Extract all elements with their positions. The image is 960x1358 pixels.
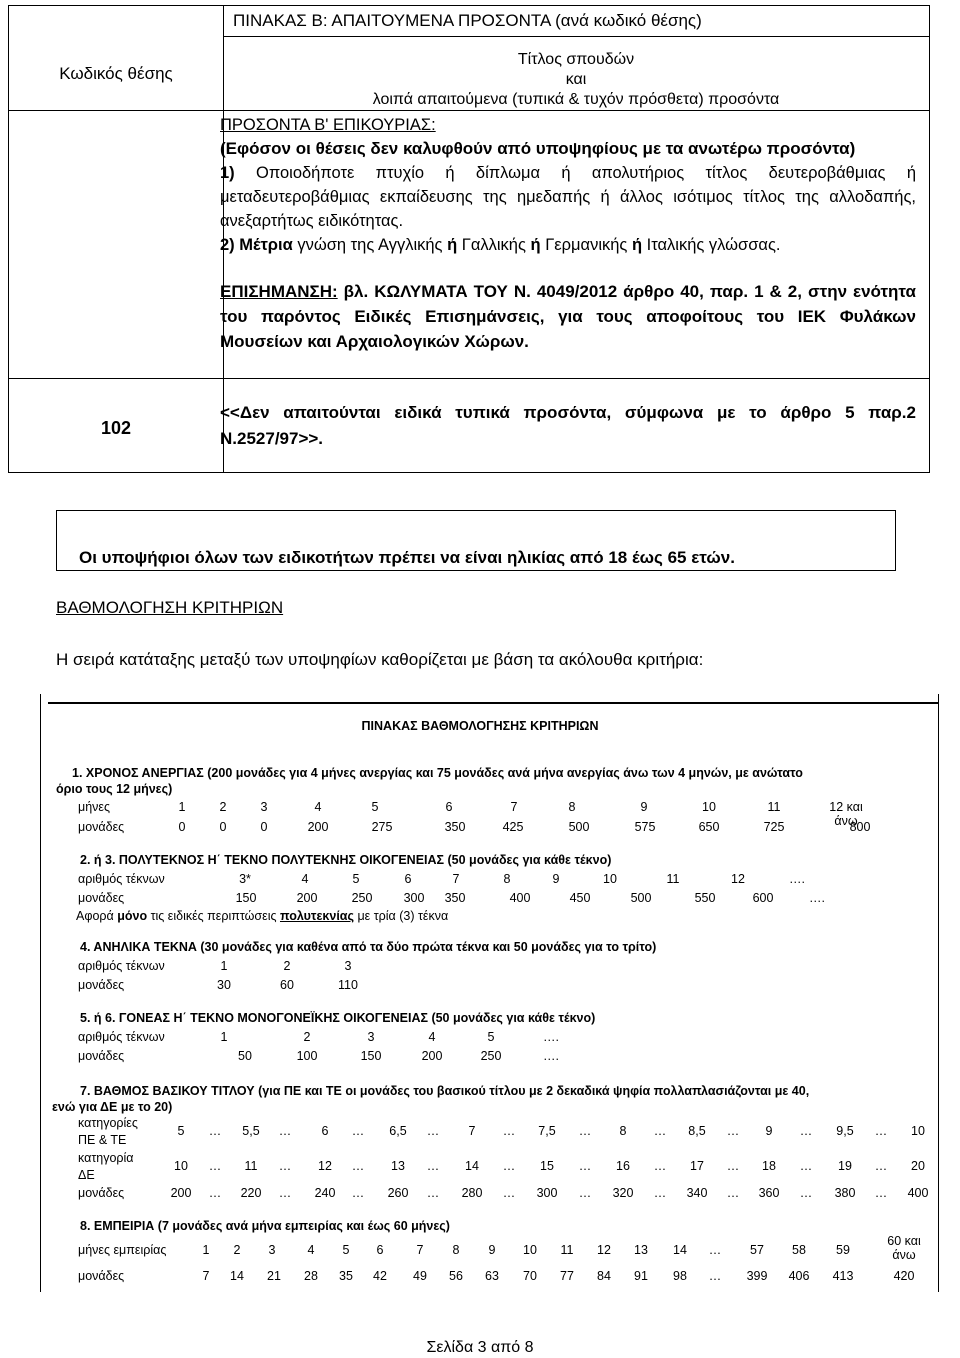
- table-cell: 1: [178, 800, 186, 814]
- table-cell: …: [351, 1159, 365, 1173]
- table-cell: 275: [371, 820, 393, 834]
- table-cell: …: [874, 1186, 888, 1200]
- table-cell: 800: [849, 820, 871, 834]
- table-cell: 5: [352, 872, 360, 886]
- criteria-border: [938, 694, 939, 1292]
- qualification-item-1: 1) Οποιοδήποτε πτυχίο ή δίπλωμα ή απολυτήριος τίτλος δευτεροβάθμιας ή μεταδευτεροβάθμιας εκπαίδευσης της ημεδαπής ή άλλος ισότιμος τίτλος της αλλοδαπής, ανεξαρτήτως ειδικότητας.: [220, 164, 916, 230]
- position-code: 102: [100, 418, 132, 438]
- table-cell: 7: [510, 800, 518, 814]
- row-label: μονάδες: [78, 891, 125, 905]
- table-cell: …: [208, 1186, 222, 1200]
- table-cell: 8: [503, 872, 511, 886]
- table-cell: 12: [731, 872, 745, 886]
- grading-heading: ΒΑΘΜΟΛΟΓΗΣΗ ΚΡΙΤΗΡΙΩΝ: [56, 598, 284, 617]
- table-cell: …: [278, 1186, 292, 1200]
- table-cell: 380: [834, 1186, 856, 1200]
- table-cell: …: [874, 1159, 888, 1173]
- table-cell: 150: [235, 891, 257, 905]
- table-cell: …: [874, 1124, 888, 1138]
- table-cell: 8: [568, 800, 576, 814]
- table-cell: …: [799, 1159, 813, 1173]
- table-cell: 6: [321, 1124, 329, 1138]
- row-label: μονάδες: [78, 1049, 125, 1063]
- table-cell: 3*: [239, 872, 251, 886]
- table-cell: 42: [373, 1269, 387, 1283]
- table-cell: 0: [260, 820, 268, 834]
- table-cell: 49: [413, 1269, 427, 1283]
- table-cell: 1: [202, 1243, 210, 1257]
- table-cell: 260: [387, 1186, 409, 1200]
- table-cell: 250: [351, 891, 373, 905]
- table-cell: 1: [220, 1030, 228, 1044]
- row-label: μήνες: [78, 800, 111, 814]
- table-cell: 340: [686, 1186, 708, 1200]
- table-cell: 28: [304, 1269, 318, 1283]
- table-cell: 200: [296, 891, 318, 905]
- table-cell: 5: [177, 1124, 185, 1138]
- table-cell: 150: [360, 1049, 382, 1063]
- table-cell: …: [502, 1159, 516, 1173]
- table-cell: ….: [543, 1049, 559, 1063]
- table-cell: …: [502, 1124, 516, 1138]
- table-cell: 4: [301, 872, 309, 886]
- table-cell: 58: [792, 1243, 806, 1257]
- table-cell: 450: [569, 891, 591, 905]
- table-cell: 2: [233, 1243, 241, 1257]
- criterion-7-title: 7. ΒΑΘΜΟΣ ΒΑΣΙΚΟΥ ΤΙΤΛΟΥ (για ΠΕ και ΤΕ οι μονάδες του βασικού τίτλου με 2 δεκαδικά ψηφία πολλαπλασιάζονται με 40,: [80, 1084, 810, 1098]
- criterion-7-title-cont: ενώ για ΔΕ με το 20): [52, 1100, 173, 1114]
- column-header-description: Τίτλος σπουδών και λοιπά απαιτούμενα (τυπικά & τυχόν πρόσθετα) προσόντα: [372, 51, 780, 108]
- table-cell: …: [426, 1159, 440, 1173]
- criteria-border: [40, 694, 41, 1292]
- table-cell: …: [208, 1124, 222, 1138]
- table-cell: 14: [230, 1269, 244, 1283]
- grading-intro: Η σειρά κατάταξης μεταξύ των υποψηφίων καθορίζεται με βάση τα ακόλουθα κριτήρια:: [56, 650, 704, 669]
- table-cell: 1: [220, 959, 228, 973]
- table-cell: 250: [480, 1049, 502, 1063]
- table-cell: 3: [260, 800, 268, 814]
- table-cell: 280: [461, 1186, 483, 1200]
- table-cell: 50: [238, 1049, 252, 1063]
- table-cell: …: [208, 1159, 222, 1173]
- table-cell: …: [578, 1186, 592, 1200]
- table-cell: 360: [758, 1186, 780, 1200]
- section-subtitle: (Εφόσον οι θέσεις δεν καλυφθούν από υποψηφίους με τα ανωτέρω προσόντα): [220, 139, 856, 158]
- table-cell: 20: [911, 1159, 925, 1173]
- row-label: ΔΕ: [78, 1168, 95, 1182]
- table-cell: 18: [762, 1159, 776, 1173]
- age-note: Οι υποψήφιοι όλων των ειδικοτήτων πρέπει να είναι ηλικίας από 18 έως 65 ετών.: [79, 548, 735, 567]
- table-cell: 9: [552, 872, 560, 886]
- table-cell: 400: [509, 891, 531, 905]
- row-label: μονάδες: [78, 820, 125, 834]
- table-cell: 300: [403, 891, 425, 905]
- table-cell: 19: [838, 1159, 852, 1173]
- table-cell: 500: [630, 891, 652, 905]
- table-cell: …: [708, 1269, 722, 1283]
- table-cell: 3: [367, 1030, 375, 1044]
- table-cell: 0: [178, 820, 186, 834]
- table-cell: 15: [540, 1159, 554, 1173]
- table-cell: …: [578, 1159, 592, 1173]
- table-cell: 59: [836, 1243, 850, 1257]
- table-cell: 200: [170, 1186, 192, 1200]
- table-cell: …: [726, 1159, 740, 1173]
- row-label: μήνες εμπειρίας: [78, 1243, 167, 1257]
- table-cell: …: [502, 1186, 516, 1200]
- table-cell: 413: [832, 1269, 854, 1283]
- table-cell: 60 και άνω: [887, 1234, 921, 1262]
- criterion-5-title: 5. ή 6. ΓΟΝΕΑΣ Η΄ ΤΕΚΝΟ ΜΟΝΟΓΟΝΕΪΚΗΣ ΟΙΚΟΓΕΝΕΙΑΣ (50 μονάδες για κάθε τέκνο): [80, 1011, 596, 1025]
- table-cell: 5: [371, 800, 379, 814]
- table-cell: 0: [219, 820, 227, 834]
- row-label: αριθμός τέκνων: [78, 959, 165, 973]
- table-cell: 17: [690, 1159, 704, 1173]
- section-title: ΠΡΟΣΟΝΤΑ Β' ΕΠΙΚΟΥΡΙΑΣ:: [220, 116, 436, 134]
- row-label: αριθμός τέκνων: [78, 1030, 165, 1044]
- table-cell: ….: [809, 891, 825, 905]
- table-cell: 3: [344, 959, 352, 973]
- table-cell: 9,5: [836, 1124, 854, 1138]
- table-cell: …: [426, 1186, 440, 1200]
- table-cell: 399: [746, 1269, 768, 1283]
- table-cell: ….: [789, 872, 805, 886]
- table-cell: …: [351, 1124, 365, 1138]
- row-label: αριθμός τέκνων: [78, 872, 165, 886]
- table-cell: 6,5: [389, 1124, 407, 1138]
- table-cell: 16: [616, 1159, 630, 1173]
- criterion-1-title: 1. ΧΡΟΝΟΣ ΑΝΕΡΓΙΑΣ (200 μονάδες για 4 μήνες ανεργίας και 75 μονάδες ανά μήνα ανεργίας άνω των 4 μηνών, με ανώτατο: [72, 766, 803, 780]
- table-cell: 600: [752, 891, 774, 905]
- table-cell: …: [799, 1186, 813, 1200]
- table-cell: 300: [536, 1186, 558, 1200]
- table-cell: …: [653, 1159, 667, 1173]
- table-cell: 725: [763, 820, 785, 834]
- criterion-2-note: Αφορά μόνο τις ειδικές περιπτώσεις πολυτεκνίας με τρία (3) τέκνα: [76, 909, 449, 923]
- criterion-8-title: 8. ΕΜΠΕΙΡΙΑ (7 μονάδες ανά μήνα εμπειρίας και έως 60 μήνες): [80, 1219, 450, 1233]
- table-cell: 350: [444, 820, 466, 834]
- table-cell: 200: [307, 820, 329, 834]
- table-cell: 406: [788, 1269, 810, 1283]
- table-cell: 12: [597, 1243, 611, 1257]
- table-cell: 240: [314, 1186, 336, 1200]
- table-cell: 12: [318, 1159, 332, 1173]
- table-cell: 5,5: [242, 1124, 260, 1138]
- table-cell: 425: [502, 820, 524, 834]
- table-cell: 10: [911, 1124, 925, 1138]
- table-cell: 420: [893, 1269, 915, 1283]
- table-cell: 500: [568, 820, 590, 834]
- table-cell: 2: [303, 1030, 311, 1044]
- row-label: μονάδες: [78, 1186, 125, 1200]
- table-cell: 7,5: [538, 1124, 556, 1138]
- table-cell: 10: [174, 1159, 188, 1173]
- criterion-4-title: 4. ΑΝΗΛΙΚΑ ΤΕΚΝΑ (30 μονάδες για καθένα από τα δύο πρώτα τέκνα και 50 μονάδες για το τρίτο): [80, 940, 657, 954]
- note: ΕΠΙΣΗΜΑΝΣΗ: βλ. ΚΩΛΥΜΑΤΑ ΤΟΥ Ν. 4049/2012 άρθρο 40, παρ. 1 & 2, στην ενότητα του παρόντος Ειδικές Επισημάνσεις, για τους αποφοίτους του ΙΕΚ Φυλάκων Μουσείων και Αρχαιολογικών Χώρων.: [220, 282, 916, 351]
- table-cell: 220: [240, 1186, 262, 1200]
- qualification-item-2: 2) Μέτρια γνώση της Αγγλικής ή Γαλλικής ή Γερμανικής ή Ιταλικής γλώσσας.: [220, 236, 781, 254]
- table-cell: …: [278, 1124, 292, 1138]
- table-cell: 2: [219, 800, 227, 814]
- row-label: κατηγορία: [78, 1151, 134, 1165]
- table-cell: …: [278, 1159, 292, 1173]
- table-cell: 4: [314, 800, 322, 814]
- table-cell: 13: [391, 1159, 405, 1173]
- table-cell: 2: [283, 959, 291, 973]
- position-note: <<Δεν απαιτούνται ειδικά τυπικά προσόντα, σύμφωνα με το άρθρο 5 παρ.2 Ν.2527/97>>.: [220, 403, 916, 448]
- table-cell: 10: [702, 800, 716, 814]
- table-cell: …: [578, 1124, 592, 1138]
- table-cell: 400: [907, 1186, 929, 1200]
- table-cell: 650: [698, 820, 720, 834]
- table-cell: 11: [767, 800, 781, 814]
- table-cell: 91: [634, 1269, 648, 1283]
- table-cell: 200: [421, 1049, 443, 1063]
- table-divider: [223, 36, 929, 37]
- table-cell: 14: [673, 1243, 687, 1257]
- table-cell: 320: [612, 1186, 634, 1200]
- table-cell: 100: [296, 1049, 318, 1063]
- criteria-rule: [48, 702, 938, 704]
- table-cell: …: [653, 1186, 667, 1200]
- table-cell: …: [653, 1124, 667, 1138]
- table-cell: 84: [597, 1269, 611, 1283]
- table-cell: 77: [560, 1269, 574, 1283]
- table-divider: [9, 110, 929, 111]
- table-cell: 3: [268, 1243, 276, 1257]
- row-label: μονάδες: [78, 1269, 125, 1283]
- table-cell: …: [351, 1186, 365, 1200]
- table-cell: 98: [673, 1269, 687, 1283]
- table-cell: 550: [694, 891, 716, 905]
- table-cell: 5: [487, 1030, 495, 1044]
- table-cell: 30: [217, 978, 231, 992]
- criterion-2-title: 2. ή 3. ΠΟΛΥΤΕΚΝΟΣ Η΄ ΤΕΚΝΟ ΠΟΛΥΤΕΚΝΗΣ ΟΙΚΟΓΕΝΕΙΑΣ (50 μονάδες για κάθε τέκνο): [80, 853, 612, 867]
- table-cell: 8,5: [688, 1124, 706, 1138]
- table-cell: …: [426, 1124, 440, 1138]
- table-cell: …: [799, 1124, 813, 1138]
- table-cell: 6: [376, 1243, 384, 1257]
- table-cell: …: [726, 1124, 740, 1138]
- row-label: ΠΕ & ΤΕ: [78, 1133, 127, 1147]
- table-cell: 9: [640, 800, 648, 814]
- table-cell: 7: [416, 1243, 424, 1257]
- table-cell: 8: [452, 1243, 460, 1257]
- table-cell: 6: [404, 872, 412, 886]
- table-cell: 13: [634, 1243, 648, 1257]
- column-header-code: Κωδικός θέσης: [59, 64, 173, 83]
- table-cell: 70: [523, 1269, 537, 1283]
- table-cell: 11: [244, 1159, 258, 1173]
- table-cell: 21: [267, 1269, 281, 1283]
- table-cell: 9: [488, 1243, 496, 1257]
- qualifications-text: [220, 113, 916, 354]
- table-cell: 63: [485, 1269, 499, 1283]
- table-cell: 7: [452, 872, 460, 886]
- table-divider: [9, 378, 929, 379]
- table-cell: 4: [428, 1030, 436, 1044]
- table-cell: 56: [449, 1269, 463, 1283]
- table-cell: 6: [445, 800, 453, 814]
- row-label: κατηγορίες: [78, 1116, 138, 1130]
- table-cell: 575: [634, 820, 656, 834]
- table-cell: …: [708, 1243, 722, 1257]
- table-cell: 10: [523, 1243, 537, 1257]
- table-cell: 11: [666, 872, 680, 886]
- table-cell: 8: [619, 1124, 627, 1138]
- table-cell: 11: [560, 1243, 574, 1257]
- table-cell: 10: [603, 872, 617, 886]
- table-cell: 350: [444, 891, 466, 905]
- table-cell: 7: [468, 1124, 476, 1138]
- table-cell: 4: [307, 1243, 315, 1257]
- table-cell: …: [726, 1186, 740, 1200]
- table-cell: 5: [342, 1243, 350, 1257]
- criteria-title: ΠΙΝΑΚΑΣ ΒΑΘΜΟΛΟΓΗΣΗΣ ΚΡΙΤΗΡΙΩΝ: [361, 719, 599, 733]
- table-cell: ….: [543, 1030, 559, 1044]
- table-cell: 7: [202, 1269, 210, 1283]
- table-title: ΠΙΝΑΚΑΣ Β: ΑΠΑΙΤΟΥΜΕΝΑ ΠΡΟΣΟΝΤΑ (ανά κωδικό θέσης): [233, 11, 702, 30]
- table-cell: 35: [339, 1269, 353, 1283]
- row-label: μονάδες: [78, 978, 125, 992]
- criterion-1-title-cont: όριο τους 12 μήνες): [56, 782, 173, 796]
- table-cell: 57: [750, 1243, 764, 1257]
- age-note-box: [56, 510, 896, 571]
- table-cell: 60: [280, 978, 294, 992]
- table-cell: 14: [465, 1159, 479, 1173]
- page-footer: Σελίδα 3 από 8: [426, 1339, 534, 1356]
- table-cell: 12 και άνω: [829, 800, 863, 828]
- table-cell: 9: [765, 1124, 773, 1138]
- table-cell: 110: [338, 978, 358, 992]
